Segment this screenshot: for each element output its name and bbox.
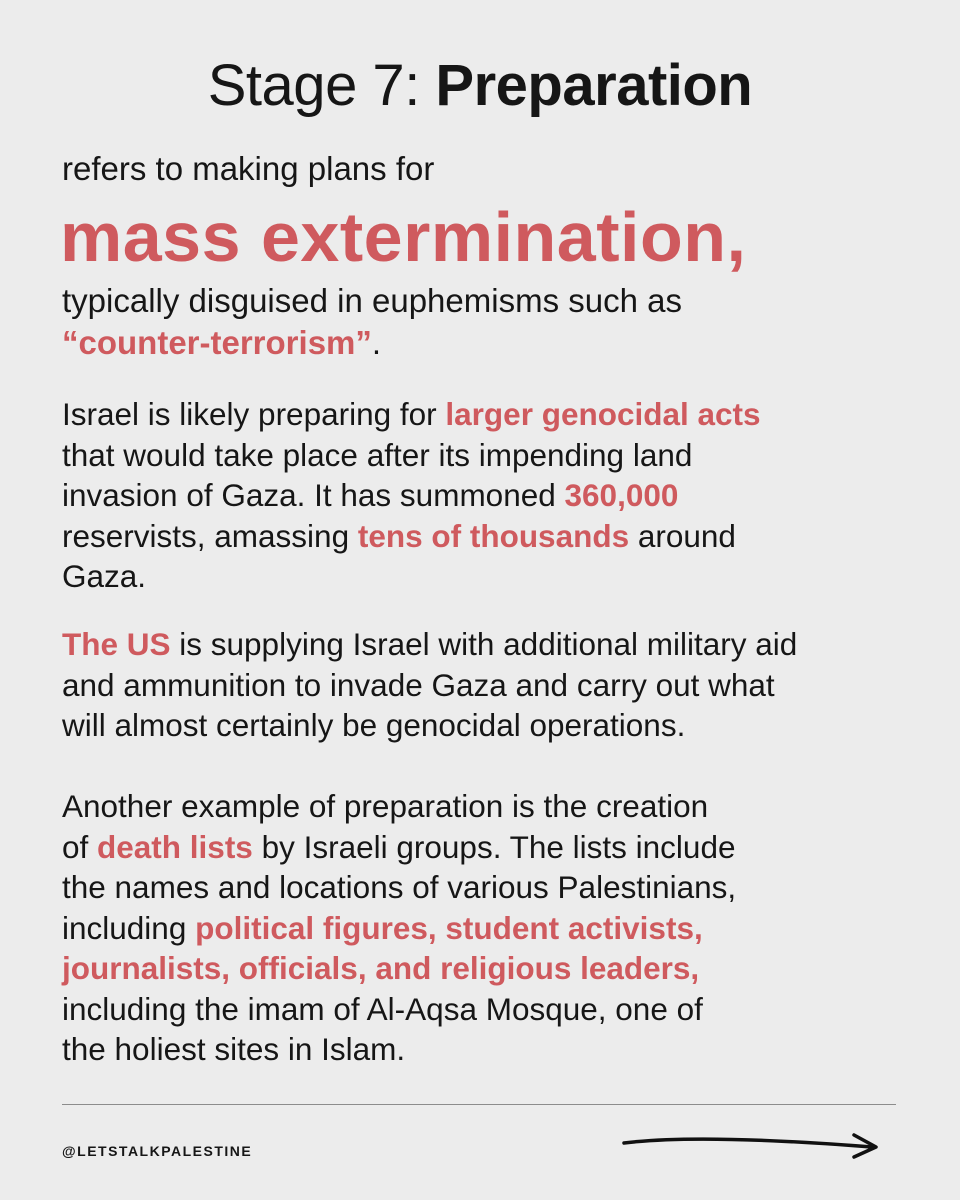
paragraph-3-line <box>62 827 736 868</box>
paragraph-3-line: journalists, officials, and religious leaders, <box>62 950 700 986</box>
text-span: is supplying Israel with additional military aid <box>170 626 798 662</box>
paragraph-3-line <box>62 908 736 949</box>
title-prefix: Stage 7: <box>207 53 436 118</box>
paragraph-2-line: will almost certainly be genocidal operations. <box>62 707 686 743</box>
text-span: Israel is likely preparing for <box>62 396 446 432</box>
paragraph-2-line <box>62 624 797 665</box>
euphemism-term: “counter-terrorism” <box>62 324 372 361</box>
paragraph-2 <box>62 624 797 746</box>
euphemism-text <box>62 280 682 364</box>
highlight-span: political figures, student activists, <box>195 909 703 946</box>
paragraph-1-line: that would take place after its impending land <box>62 436 693 473</box>
highlight-span: The US <box>62 626 171 662</box>
paragraph-1-line <box>62 475 761 516</box>
paragraph-3 <box>62 786 736 1070</box>
paragraph-3-line: including the imam of Al-Aqsa Mosque, one of <box>62 990 703 1027</box>
title-main: Preparation <box>435 53 753 118</box>
text-span: invasion of Gaza. It has summoned <box>62 477 565 513</box>
text-span: around <box>629 517 736 554</box>
text-span: by Israeli groups. The lists include <box>252 828 736 865</box>
paragraph-3-line: the names and locations of various Palestinians, <box>62 869 737 905</box>
euphemism-term-line <box>62 322 682 364</box>
emphasis-heading: mass extermination, <box>60 198 747 276</box>
footer-divider <box>62 1104 896 1105</box>
paragraph-1-line: Gaza. <box>62 558 147 594</box>
highlight-span: 360,000 <box>564 477 679 513</box>
paragraph-1-line <box>62 516 761 557</box>
highlight-span: death lists <box>97 828 253 865</box>
paragraph-2-line: and ammunition to invade Gaza and carry out what <box>62 666 775 703</box>
page-title <box>0 50 960 122</box>
euphemism-period: . <box>371 324 382 361</box>
text-span: including <box>62 909 196 946</box>
intro-text: refers to making plans for <box>62 150 435 187</box>
paragraph-1 <box>62 394 761 597</box>
paragraph-3-line: the holiest sites in Islam. <box>62 1031 406 1067</box>
highlight-span: tens of thousands <box>357 517 630 554</box>
paragraph-3-line: Another example of preparation is the creation <box>62 788 709 824</box>
paragraph-1-line <box>62 394 761 435</box>
right-arrow-icon[interactable] <box>620 1128 882 1164</box>
highlight-span: larger genocidal acts <box>445 396 761 432</box>
account-handle: @LETSTALKPALESTINE <box>62 1143 253 1159</box>
euphemism-line: typically disguised in euphemisms such as <box>62 282 682 319</box>
text-span: of <box>62 828 98 865</box>
text-span: reservists, amassing <box>62 517 358 554</box>
